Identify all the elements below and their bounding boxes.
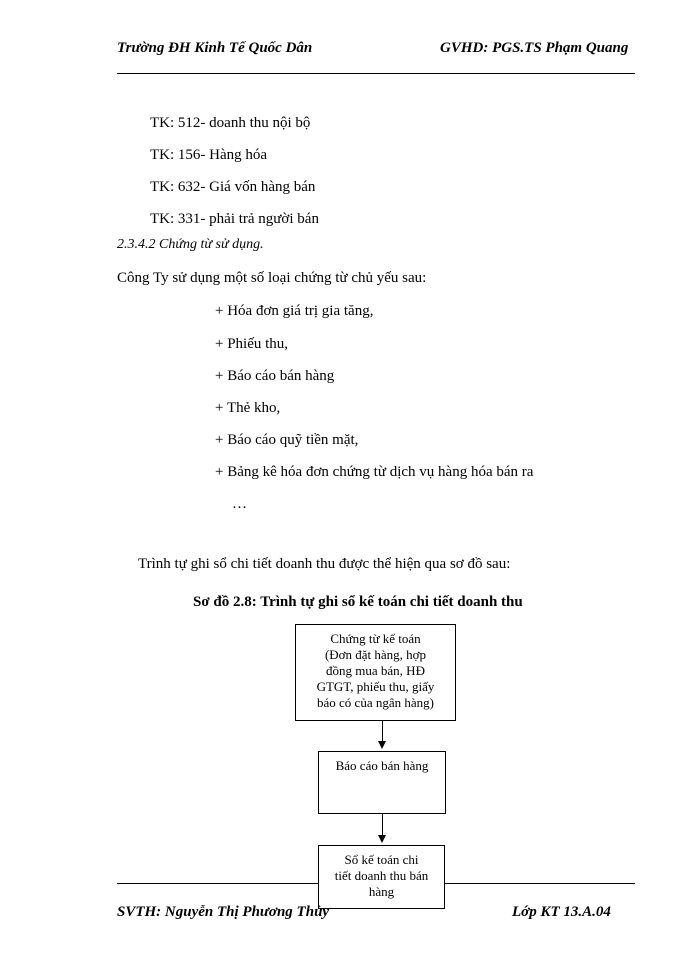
flow-box-line: Báo cáo bán hàng (335, 758, 429, 773)
document-item: + Thẻ kho, (215, 400, 281, 416)
account-item: TK: 156- Hàng hóa (150, 147, 268, 163)
flow-box-line: Sổ kế toán chi (344, 852, 419, 867)
document-item: + Hóa đơn giá trị gia tăng, (215, 303, 374, 319)
account-item: TK: 331- phải trả người bán (150, 211, 319, 227)
section-title: 2.3.4.2 Chứng từ sử dụng. (117, 237, 264, 252)
flow-box-line: Chứng từ kế toán (330, 631, 421, 646)
flow-box-line: (Đơn đặt hàng, hợp (324, 647, 427, 662)
header-school: Trường ĐH Kinh Tế Quốc Dân (117, 40, 313, 56)
flow-box-line: GTGT, phiếu thu, giấy (316, 679, 435, 694)
intro-text: Công Ty sử dụng một số loại chứng từ chủ yếu sau: (117, 270, 427, 286)
flow-arrow-line (382, 814, 383, 836)
flow-box-line: báo có của ngân hàng) (317, 695, 434, 710)
document-item: + Báo cáo quỹ tiền mặt, (215, 432, 359, 448)
flow-box-line: hàng (368, 884, 395, 899)
flow-arrow-head (378, 741, 386, 749)
account-item: TK: 632- Giá vốn hàng bán (150, 179, 316, 195)
ellipsis: … (232, 496, 247, 512)
document-item: + Phiếu thu, (215, 336, 289, 352)
header-advisor: GVHD: PGS.TS Phạm Quang (440, 40, 629, 56)
flow-box-line: tiết doanh thu bán (334, 868, 429, 883)
document-item: + Bảng kê hóa đơn chứng từ dịch vụ hàng hóa bán ra (215, 464, 534, 480)
flow-arrow-head (378, 835, 386, 843)
header-rule (117, 73, 635, 74)
footer-student: SVTH: Nguyễn Thị Phương Thủy (117, 904, 330, 920)
flow-box-revenue-ledger (318, 845, 445, 909)
flow-arrow-line (382, 721, 383, 742)
flow-box-sales-report (318, 751, 446, 814)
flow-box-line: đồng mua bán, HĐ (326, 663, 425, 678)
diagram-caption: Sơ đồ 2.8: Trình tự ghi sổ kế toán chi tiết doanh thu (193, 594, 523, 610)
flow-box-source-documents (295, 624, 456, 721)
account-item: TK: 512- doanh thu nội bộ (150, 115, 311, 131)
footer-class: Lớp KT 13.A.04 (512, 904, 611, 920)
sequence-text: Trình tự ghi sổ chi tiết doanh thu được thể hiện qua sơ đồ sau: (138, 556, 511, 572)
document-item: + Báo cáo bán hàng (215, 368, 335, 384)
